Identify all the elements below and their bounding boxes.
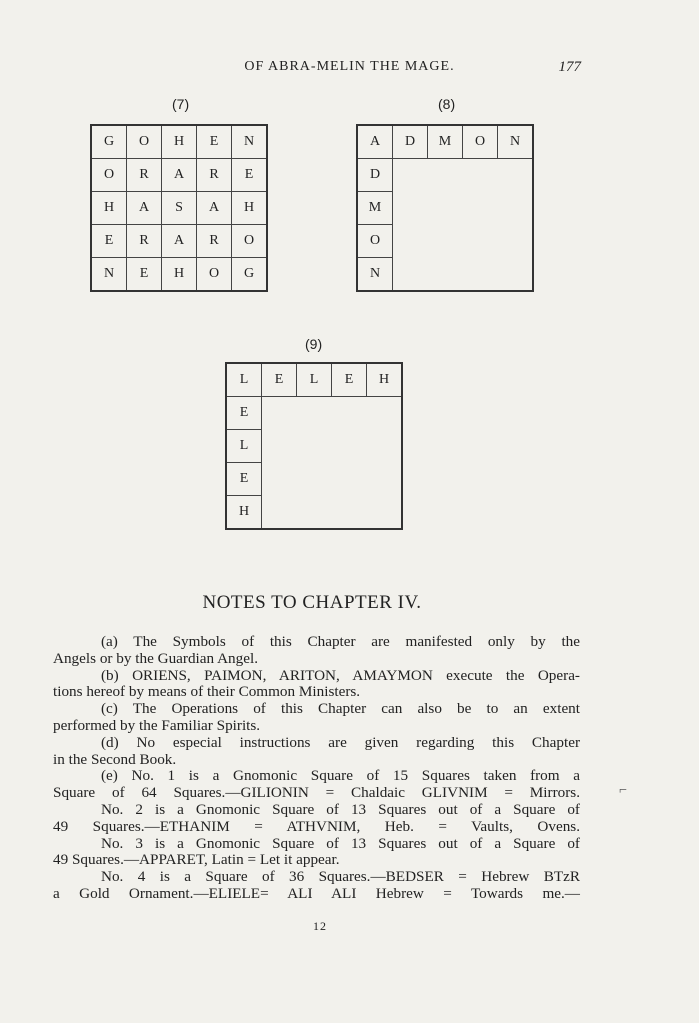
- cell: E: [262, 363, 297, 397]
- cell: O: [91, 159, 127, 192]
- cell: N: [357, 258, 393, 292]
- note-line: (c) The Operations of this Chapter can also be to an extent: [101, 700, 580, 718]
- cell: N: [232, 125, 268, 159]
- note-line: No. 2 is a Gnomonic Square of 13 Squares out of a Square of: [101, 800, 580, 818]
- cell: L: [297, 363, 332, 397]
- note-line: 49 Squares.—APPARET, Latin = Let it appear.: [53, 851, 340, 869]
- cell: A: [127, 192, 162, 225]
- cell: D: [357, 159, 393, 192]
- cell: O: [127, 125, 162, 159]
- cell: O: [463, 125, 498, 159]
- cell: D: [393, 125, 428, 159]
- square-7: [90, 124, 268, 292]
- cell: O: [197, 258, 232, 292]
- notes-body: [53, 634, 580, 903]
- square-9-row: [226, 363, 402, 397]
- cell: R: [127, 225, 162, 258]
- square-9: [225, 362, 403, 530]
- cell: O: [232, 225, 268, 258]
- note-line: tions hereof by means of their Common Ministers.: [53, 683, 361, 701]
- cell: S: [162, 192, 197, 225]
- cell: N: [91, 258, 127, 292]
- cell: M: [357, 192, 393, 225]
- note-line: (b) ORIENS, PAIMON, ARITON, AMAYMON execute the Opera-: [101, 666, 580, 684]
- cell: A: [197, 192, 232, 225]
- cell: E: [226, 463, 262, 496]
- empty-area: [393, 159, 534, 292]
- cell: H: [162, 125, 197, 159]
- cell: A: [162, 159, 197, 192]
- empty-area: [262, 397, 403, 530]
- cell: L: [226, 363, 262, 397]
- note-line: performed by the Familiar Spirits.: [53, 716, 261, 734]
- cell: E: [226, 397, 262, 430]
- cell: A: [357, 125, 393, 159]
- note-line: 49 Squares.—ETHANIM = ATHVNIM, Heb. = Vaults, Ovens.: [53, 817, 580, 835]
- cell: E: [127, 258, 162, 292]
- signature-mark: 12: [313, 919, 327, 933]
- square-9-label: (9): [305, 336, 323, 352]
- cell: E: [232, 159, 268, 192]
- cell: R: [197, 225, 232, 258]
- running-head: OF ABRA-MELIN THE MAGE.: [244, 59, 455, 74]
- square-7-row: [91, 192, 267, 225]
- cell: E: [332, 363, 367, 397]
- note-line: (a) The Symbols of this Chapter are manifested only by the: [101, 633, 580, 650]
- margin-mark: ⌐: [619, 783, 627, 798]
- cell: H: [367, 363, 403, 397]
- square-8-row: [357, 159, 533, 192]
- square-7-row: [91, 159, 267, 192]
- note-line: Square of 64 Squares.—GILIONIN = Chaldaic GLIVNIM = Mirrors.: [53, 784, 580, 802]
- square-7-row: [91, 225, 267, 258]
- note-line: a Gold Ornament.—ELIELE= ALI ALI Hebrew = Towards me.—: [53, 884, 580, 902]
- note-line: (e) No. 1 is a Gnomonic Square of 15 Squares taken from a: [101, 767, 580, 785]
- cell: M: [428, 125, 463, 159]
- cell: H: [162, 258, 197, 292]
- cell: N: [498, 125, 534, 159]
- square-8-row: [357, 125, 533, 159]
- cell: H: [232, 192, 268, 225]
- cell: G: [91, 125, 127, 159]
- note-line: No. 4 is a Square of 36 Squares.—BEDSER = Hebrew BTzR: [101, 868, 580, 886]
- square-7-label: (7): [172, 96, 190, 112]
- cell: O: [357, 225, 393, 258]
- note-line: Angels or by the Guardian Angel.: [53, 649, 258, 667]
- cell: E: [91, 225, 127, 258]
- cell: G: [232, 258, 268, 292]
- note-line: (d) No especial instructions are given regarding this Chapter: [101, 733, 580, 751]
- square-8-label: (8): [438, 96, 456, 112]
- cell: R: [127, 159, 162, 192]
- cell: E: [197, 125, 232, 159]
- cell: H: [91, 192, 127, 225]
- cell: A: [162, 225, 197, 258]
- square-7-row: [91, 125, 267, 159]
- cell: H: [226, 496, 262, 530]
- square-7-row: [91, 258, 267, 292]
- page-number: 177: [558, 59, 581, 75]
- cell: R: [197, 159, 232, 192]
- square-9-row: [226, 397, 402, 430]
- notes-title: NOTES TO CHAPTER IV.: [202, 592, 422, 613]
- note-line: in the Second Book.: [53, 750, 177, 768]
- note-line: No. 3 is a Gnomonic Square of 13 Squares out of a Square of: [101, 834, 580, 852]
- square-8: [356, 124, 534, 292]
- cell: L: [226, 430, 262, 463]
